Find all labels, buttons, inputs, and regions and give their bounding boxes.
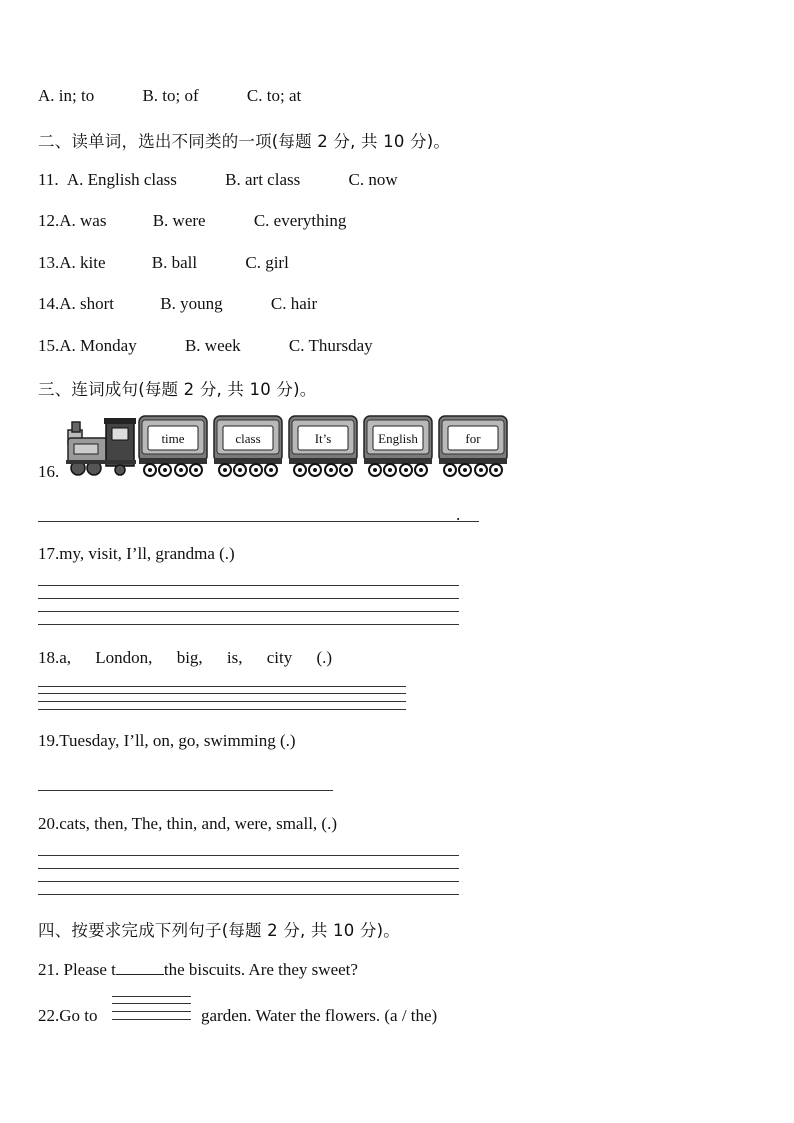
answer-line bbox=[38, 701, 406, 702]
question-number: 15. bbox=[38, 336, 60, 355]
question-11 bbox=[38, 170, 398, 190]
fill-blank-line[interactable] bbox=[112, 1003, 191, 1004]
question-text-before: Please t bbox=[59, 960, 116, 979]
word: London, bbox=[95, 648, 153, 667]
option-b: B. week bbox=[184, 336, 241, 355]
answer-line bbox=[38, 598, 459, 599]
question-number: 22. bbox=[38, 1006, 60, 1025]
option-c: C. girl bbox=[245, 253, 289, 272]
answer-line bbox=[38, 611, 459, 612]
option-a: A. Monday bbox=[59, 336, 137, 355]
question-22 bbox=[38, 1006, 98, 1026]
question-number: 13. bbox=[38, 253, 60, 272]
option-a: A. English class bbox=[66, 170, 177, 189]
option-b: B. ball bbox=[151, 253, 198, 272]
train-car bbox=[138, 414, 208, 480]
option-a: A. in; to bbox=[38, 86, 95, 105]
question-17: 17.my, visit, I’ll, grandma (.) bbox=[38, 544, 235, 563]
question-text-after: the biscuits. Are they sweet? bbox=[163, 960, 358, 979]
question-number: 18. bbox=[38, 648, 60, 667]
answer-line bbox=[38, 521, 479, 522]
question-number: 11. bbox=[38, 170, 59, 189]
question-15 bbox=[38, 336, 373, 356]
option-c: C. hair bbox=[270, 294, 318, 313]
word: big, bbox=[176, 648, 203, 667]
answer-line bbox=[38, 855, 459, 856]
answer-line bbox=[38, 624, 459, 625]
fill-blank-line[interactable] bbox=[112, 996, 191, 997]
question-22-after: garden. Water the flowers. (a / the) bbox=[201, 1006, 438, 1025]
question-text-before: Go to bbox=[59, 1006, 98, 1025]
question-18 bbox=[38, 648, 332, 668]
answer-line bbox=[38, 790, 333, 791]
word: a, bbox=[59, 648, 72, 667]
question-19: 19.Tuesday, I’ll, on, go, swimming (.) bbox=[38, 731, 296, 750]
option-c: C. to; at bbox=[246, 86, 302, 105]
option-b: B. art class bbox=[225, 170, 301, 189]
word: city bbox=[266, 648, 293, 667]
q16-end-mark: . bbox=[456, 505, 461, 524]
fill-blank[interactable] bbox=[116, 974, 164, 975]
train-car-word: class bbox=[235, 431, 261, 446]
train-car bbox=[213, 414, 283, 480]
option-c: C. Thursday bbox=[288, 336, 373, 355]
word: is, bbox=[226, 648, 243, 667]
section-2-heading: 二、读单词，选出不同类的一项(每题 2 分, 共 10 分)。 bbox=[38, 132, 451, 151]
locomotive-icon bbox=[66, 418, 136, 475]
question-number: 14. bbox=[38, 294, 60, 313]
section-4-heading: 四、按要求完成下列句子(每题 2 分, 共 10 分)。 bbox=[38, 921, 400, 940]
question-14 bbox=[38, 294, 317, 314]
section-3-heading: 三、连词成句(每题 2 分, 共 10 分)。 bbox=[38, 380, 317, 399]
train-car-word: time bbox=[161, 431, 185, 446]
answer-line bbox=[38, 709, 406, 710]
option-b: B. to; of bbox=[142, 86, 199, 105]
question-12 bbox=[38, 211, 346, 231]
question-16-number: 16. bbox=[38, 462, 60, 481]
answer-line bbox=[38, 881, 459, 882]
train-car bbox=[363, 414, 433, 480]
question-number: 12. bbox=[38, 211, 60, 230]
word: (.) bbox=[316, 648, 333, 667]
option-a: A. was bbox=[59, 211, 107, 230]
answer-line bbox=[38, 693, 406, 694]
answer-line bbox=[38, 686, 406, 687]
option-c: C. everything bbox=[253, 211, 347, 230]
fill-blank-line[interactable] bbox=[112, 1019, 191, 1020]
option-a: A. kite bbox=[59, 253, 106, 272]
option-c: C. now bbox=[348, 170, 398, 189]
q10-options bbox=[38, 86, 301, 106]
question-number: 21. bbox=[38, 960, 60, 979]
option-b: B. were bbox=[152, 211, 206, 230]
answer-line bbox=[38, 585, 459, 586]
train-car bbox=[438, 414, 508, 480]
question-21 bbox=[38, 960, 358, 980]
train-car-word: English bbox=[378, 431, 418, 446]
answer-line bbox=[38, 868, 459, 869]
answer-line bbox=[38, 894, 459, 895]
question-20: 20.cats, then, The, thin, and, were, small, (.) bbox=[38, 814, 337, 833]
train-car-word: for bbox=[465, 431, 481, 446]
fill-blank-line[interactable] bbox=[112, 1011, 191, 1012]
train-car-word: It’s bbox=[314, 431, 332, 446]
option-b: B. young bbox=[160, 294, 223, 313]
question-13 bbox=[38, 253, 289, 273]
option-a: A. short bbox=[59, 294, 115, 313]
train-car bbox=[288, 414, 358, 480]
